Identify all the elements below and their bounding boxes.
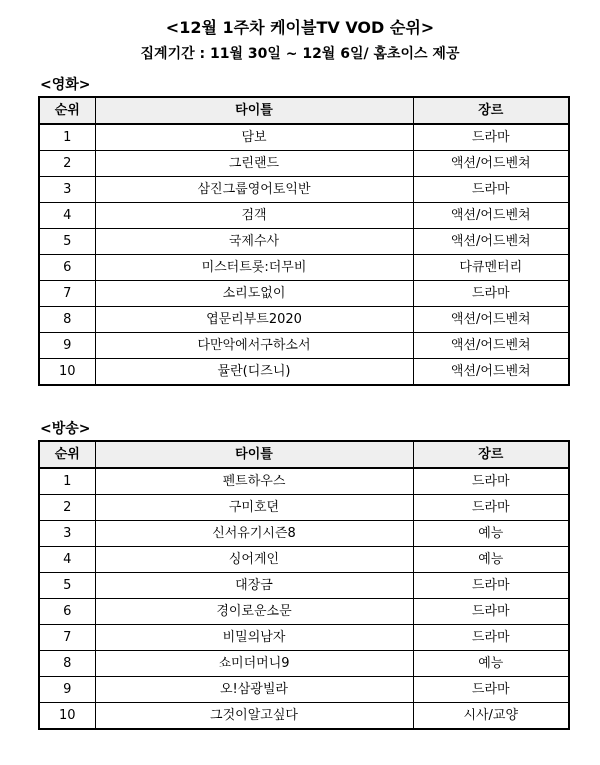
genre-cell: 드라마 (413, 625, 569, 651)
movie-ranking-table (38, 96, 570, 386)
title-cell: 소리도없이 (95, 281, 413, 307)
rank-cell: 4 (39, 203, 95, 229)
genre-cell: 다큐멘터리 (413, 255, 569, 281)
table-row (39, 677, 569, 703)
title-cell: 국제수사 (95, 229, 413, 255)
table-row (39, 359, 569, 386)
genre-cell: 드라마 (413, 599, 569, 625)
genre-cell: 액션/어드벤쳐 (413, 359, 569, 386)
table-row (39, 468, 569, 495)
rank-cell: 8 (39, 651, 95, 677)
title-cell: 비밀의남자 (95, 625, 413, 651)
title-cell: 검객 (95, 203, 413, 229)
genre-cell: 드라마 (413, 468, 569, 495)
rank-cell: 2 (39, 495, 95, 521)
title-cell: 그린랜드 (95, 151, 413, 177)
broadcast-ranking-table (38, 440, 570, 730)
genre-cell: 예능 (413, 547, 569, 573)
title-cell: 다만악에서구하소서 (95, 333, 413, 359)
rank-cell: 7 (39, 625, 95, 651)
table-row (39, 333, 569, 359)
column-header-rank: 순위 (39, 441, 95, 468)
genre-cell: 액션/어드벤쳐 (413, 151, 569, 177)
genre-cell: 액션/어드벤쳐 (413, 203, 569, 229)
table-row (39, 651, 569, 677)
title-cell: 엽문리부트2020 (95, 307, 413, 333)
table-row (39, 151, 569, 177)
section-label-movies: <영화> (40, 77, 91, 93)
column-header-genre: 장르 (413, 97, 569, 124)
table-row (39, 573, 569, 599)
table-row (39, 177, 569, 203)
section-label-broadcast: <방송> (40, 421, 91, 437)
rank-cell: 8 (39, 307, 95, 333)
title-cell: 경이로운소문 (95, 599, 413, 625)
table-row (39, 124, 569, 151)
rank-cell: 3 (39, 521, 95, 547)
table-header-row (39, 441, 569, 468)
genre-cell: 액션/어드벤쳐 (413, 333, 569, 359)
rank-cell: 2 (39, 151, 95, 177)
rank-cell: 3 (39, 177, 95, 203)
rank-cell: 10 (39, 359, 95, 386)
title-cell: 쇼미더머니9 (95, 651, 413, 677)
column-header-rank: 순위 (39, 97, 95, 124)
movie-table-body (39, 124, 569, 385)
rank-cell: 4 (39, 547, 95, 573)
page-title: <12월 1주차 케이블TV VOD 순위> (165, 18, 435, 37)
rank-cell: 9 (39, 677, 95, 703)
title-cell: 미스터트롯:더무비 (95, 255, 413, 281)
genre-cell: 드라마 (413, 495, 569, 521)
table-row (39, 281, 569, 307)
title-cell: 그것이알고싶다 (95, 703, 413, 730)
column-header-genre: 장르 (413, 441, 569, 468)
title-cell: 싱어게인 (95, 547, 413, 573)
rank-cell: 6 (39, 255, 95, 281)
rank-cell: 1 (39, 124, 95, 151)
column-header-title: 타이틀 (95, 97, 413, 124)
table-row (39, 521, 569, 547)
rank-cell: 5 (39, 229, 95, 255)
genre-cell: 액션/어드벤쳐 (413, 307, 569, 333)
genre-cell: 드라마 (413, 281, 569, 307)
aggregation-period: 집계기간 : 11월 30일 ~ 12월 6일/ 홈초이스 제공 (140, 46, 460, 62)
title-cell: 펜트하우스 (95, 468, 413, 495)
table-row (39, 255, 569, 281)
table-row (39, 495, 569, 521)
table-row (39, 599, 569, 625)
genre-cell: 액션/어드벤쳐 (413, 229, 569, 255)
column-header-title: 타이틀 (95, 441, 413, 468)
table-row (39, 703, 569, 730)
title-cell: 신서유기시즌8 (95, 521, 413, 547)
genre-cell: 드라마 (413, 124, 569, 151)
table-row (39, 229, 569, 255)
genre-cell: 드라마 (413, 677, 569, 703)
title-cell: 뮬란(디즈니) (95, 359, 413, 386)
genre-cell: 드라마 (413, 177, 569, 203)
title-cell: 구미호뎐 (95, 495, 413, 521)
rank-cell: 7 (39, 281, 95, 307)
table-row (39, 307, 569, 333)
genre-cell: 시사/교양 (413, 703, 569, 730)
genre-cell: 예능 (413, 521, 569, 547)
genre-cell: 드라마 (413, 573, 569, 599)
title-cell: 오!삼광빌라 (95, 677, 413, 703)
table-row (39, 625, 569, 651)
rank-cell: 5 (39, 573, 95, 599)
rank-cell: 10 (39, 703, 95, 730)
genre-cell: 예능 (413, 651, 569, 677)
rank-cell: 6 (39, 599, 95, 625)
rank-cell: 1 (39, 468, 95, 495)
broadcast-table-body (39, 468, 569, 729)
table-row (39, 203, 569, 229)
rank-cell: 9 (39, 333, 95, 359)
title-cell: 담보 (95, 124, 413, 151)
title-cell: 삼진그룹영어토익반 (95, 177, 413, 203)
table-header-row (39, 97, 569, 124)
table-row (39, 547, 569, 573)
title-cell: 대장금 (95, 573, 413, 599)
